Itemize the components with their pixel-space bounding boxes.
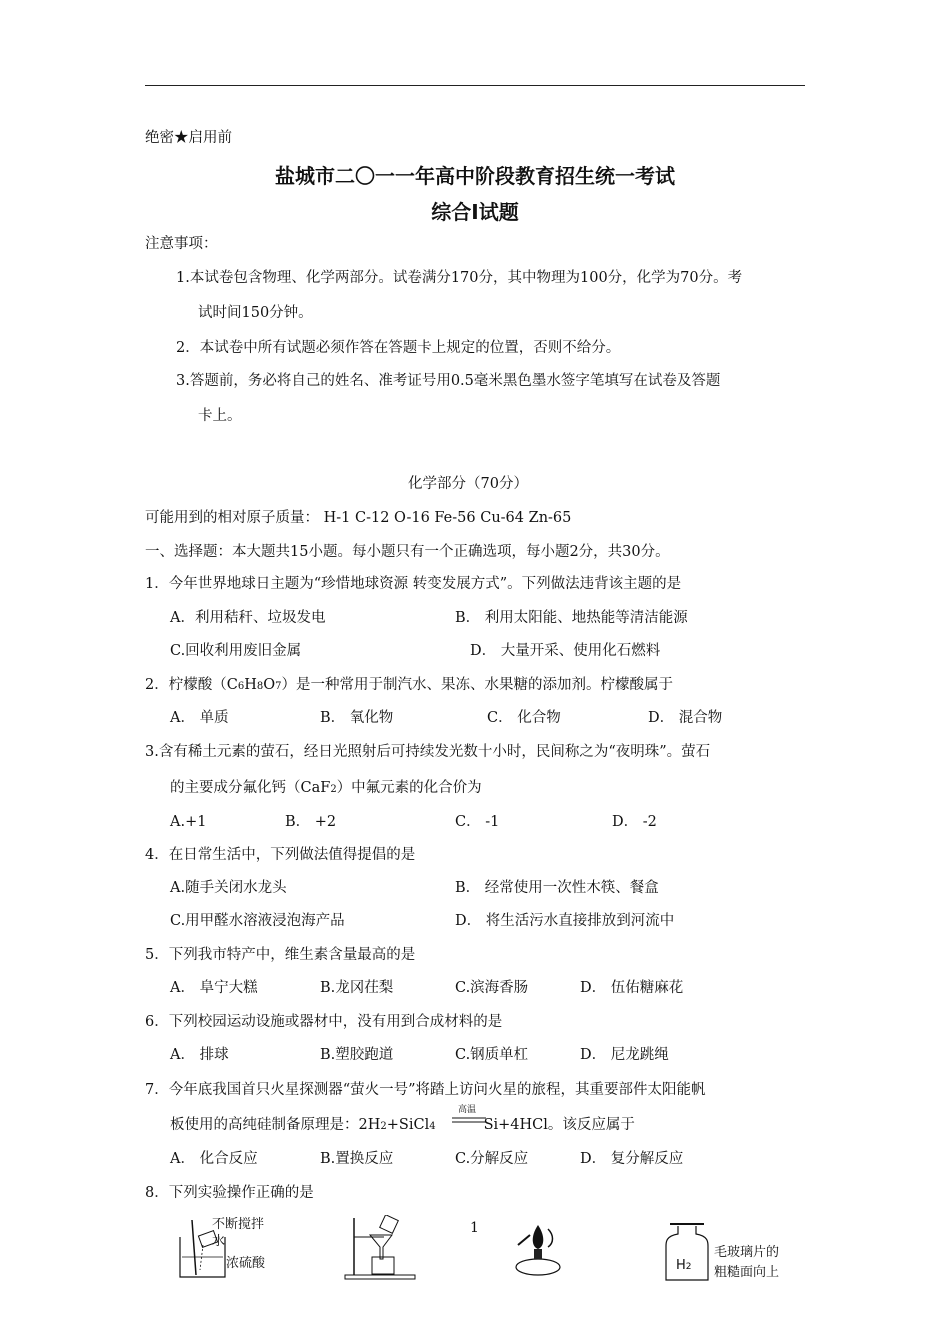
reaction-arrow-lines <box>452 1115 486 1125</box>
section-title: 化学部分（70分） <box>408 476 528 492</box>
q1-option-d: D． 大量开采、使用化石燃料 <box>470 643 661 659</box>
question-7-equation: 板使用的高纯硅制备原理是：2H2+SiCl4 Si+4HCl。该反应属于 <box>170 1117 635 1133</box>
q4-option-a: A.随手关闭水龙头 <box>170 880 287 896</box>
question-2-stem: 2．柠檬酸（C6H8O7）是一种常用于制汽水、果冻、水果糖的添加剂。柠檬酸属于 <box>145 677 673 693</box>
q4-option-b: B． 经常使用一次性木筷、餐盒 <box>455 880 659 896</box>
question-6-stem: 6．下列校园运动设施或器材中，没有用到合成材料的是 <box>145 1014 503 1030</box>
q1-option-c: C.回收利用废旧金属 <box>170 643 302 659</box>
question-3-stem: 3.含有稀土元素的萤石，经日光照射后可持续发光数十小时，民间称之为“夜明珠”。萤石 <box>145 744 711 760</box>
q1-option-b: B． 利用太阳能、地热能等清洁能源 <box>455 610 688 626</box>
question-3-stem-cont: 的主要成分氟化钙（CaF2）中氟元素的化合价为 <box>170 780 482 796</box>
q2-option-a: A． 单质 <box>170 710 229 726</box>
q5-option-d: D． 伍佑糖麻花 <box>580 980 684 996</box>
fig4-label-2: 粗糙面向上 <box>714 1265 780 1280</box>
notice-item-3: 3.答题前，务必将自己的姓名、准考证号用0.5毫米黑色墨水签字笔填写在试卷及答题 <box>176 373 721 389</box>
q7-option-d: D． 复分解反应 <box>580 1151 684 1167</box>
question-8-stem: 8．下列实验操作正确的是 <box>145 1185 314 1201</box>
q5-option-b: B.龙冈茌梨 <box>320 980 394 996</box>
header-rule <box>145 85 805 86</box>
q3-option-a: A.+1 <box>170 814 207 830</box>
part-heading: 一、选择题：本大题共15小题。每小题只有一个正确选项，每小题2分，共30分。 <box>145 544 670 560</box>
q4-option-c: C.用甲醛水溶液浸泡海产品 <box>170 913 345 929</box>
fig1-label-stir: 不断搅拌 <box>212 1217 265 1232</box>
notice-item-1: 1.本试卷包含物理、化学两部分。试卷满分170分，其中物理为100分，化学为70分。考 <box>176 270 743 286</box>
notice-heading: 注意事项： <box>145 236 218 252</box>
exam-subtitle: 综合Ⅰ试题 <box>431 200 519 224</box>
notice-item-1-cont: 试时间150分钟。 <box>198 305 313 321</box>
q2-option-d: D． 混合物 <box>648 710 723 726</box>
question-4-stem: 4．在日常生活中，下列做法值得提倡的是 <box>145 847 416 863</box>
q6-option-c: C.钢质单杠 <box>455 1047 529 1063</box>
fig4-label-1: 毛玻璃片的 <box>714 1245 780 1260</box>
q3-option-b: B． +2 <box>285 814 337 830</box>
question-5-stem: 5．下列我市特产中，维生素含量最高的是 <box>145 947 416 963</box>
q6-option-a: A． 排球 <box>170 1047 229 1063</box>
secret-label: 绝密★启用前 <box>145 130 232 146</box>
exam-title: 盐城市二〇一一年高中阶段教育招生统一考试 <box>275 164 675 188</box>
atomic-masses: 可能用到的相对原子质量： H-1 C-12 O-16 Fe-56 Cu-64 Zn-65 <box>145 510 572 526</box>
fig1-label-acid: 浓硫酸 <box>226 1256 266 1271</box>
q7-option-a: A． 化合反应 <box>170 1151 258 1167</box>
filtration-diagram <box>340 1215 420 1280</box>
question-7-stem: 7．今年底我国首只火星探测器“萤火一号”将踏上访问火星的旅程，其重要部件太阳能帆 <box>145 1082 706 1098</box>
gas-bottle-diagram <box>662 1222 714 1282</box>
q2-option-c: C． 化合物 <box>487 710 561 726</box>
alcohol-lamp-diagram <box>508 1215 568 1280</box>
notice-item-3-cont: 卡上。 <box>198 408 242 424</box>
q3-option-c: C． -1 <box>455 814 500 830</box>
question-1-stem: 1．今年世界地球日主题为“珍惜地球资源 转变发展方式”。下列做法违背该主题的是 <box>145 576 682 592</box>
q2-option-b: B． 氧化物 <box>320 710 394 726</box>
fig4-gas-label: H2 <box>676 1258 692 1273</box>
page-number: 1 <box>470 1220 479 1236</box>
notice-item-2: 2．本试卷中所有试题必须作答在答题卡上规定的位置，否则不给分。 <box>176 340 621 356</box>
q7-option-b: B.置换反应 <box>320 1151 394 1167</box>
q6-option-d: D． 尼龙跳绳 <box>580 1047 669 1063</box>
reaction-condition: 高温 <box>458 1105 477 1115</box>
q4-option-d: D． 将生活污水直接排放到河流中 <box>455 913 675 929</box>
q1-option-a: A．利用秸秆、垃圾发电 <box>170 610 326 626</box>
q5-option-c: C.滨海香肠 <box>455 980 529 996</box>
q3-option-d: D． -2 <box>612 814 657 830</box>
q5-option-a: A． 阜宁大糕 <box>170 980 258 996</box>
fig1-label-water: 水 <box>212 1234 226 1249</box>
q7-option-c: C.分解反应 <box>455 1151 529 1167</box>
q6-option-b: B.塑胶跑道 <box>320 1047 394 1063</box>
